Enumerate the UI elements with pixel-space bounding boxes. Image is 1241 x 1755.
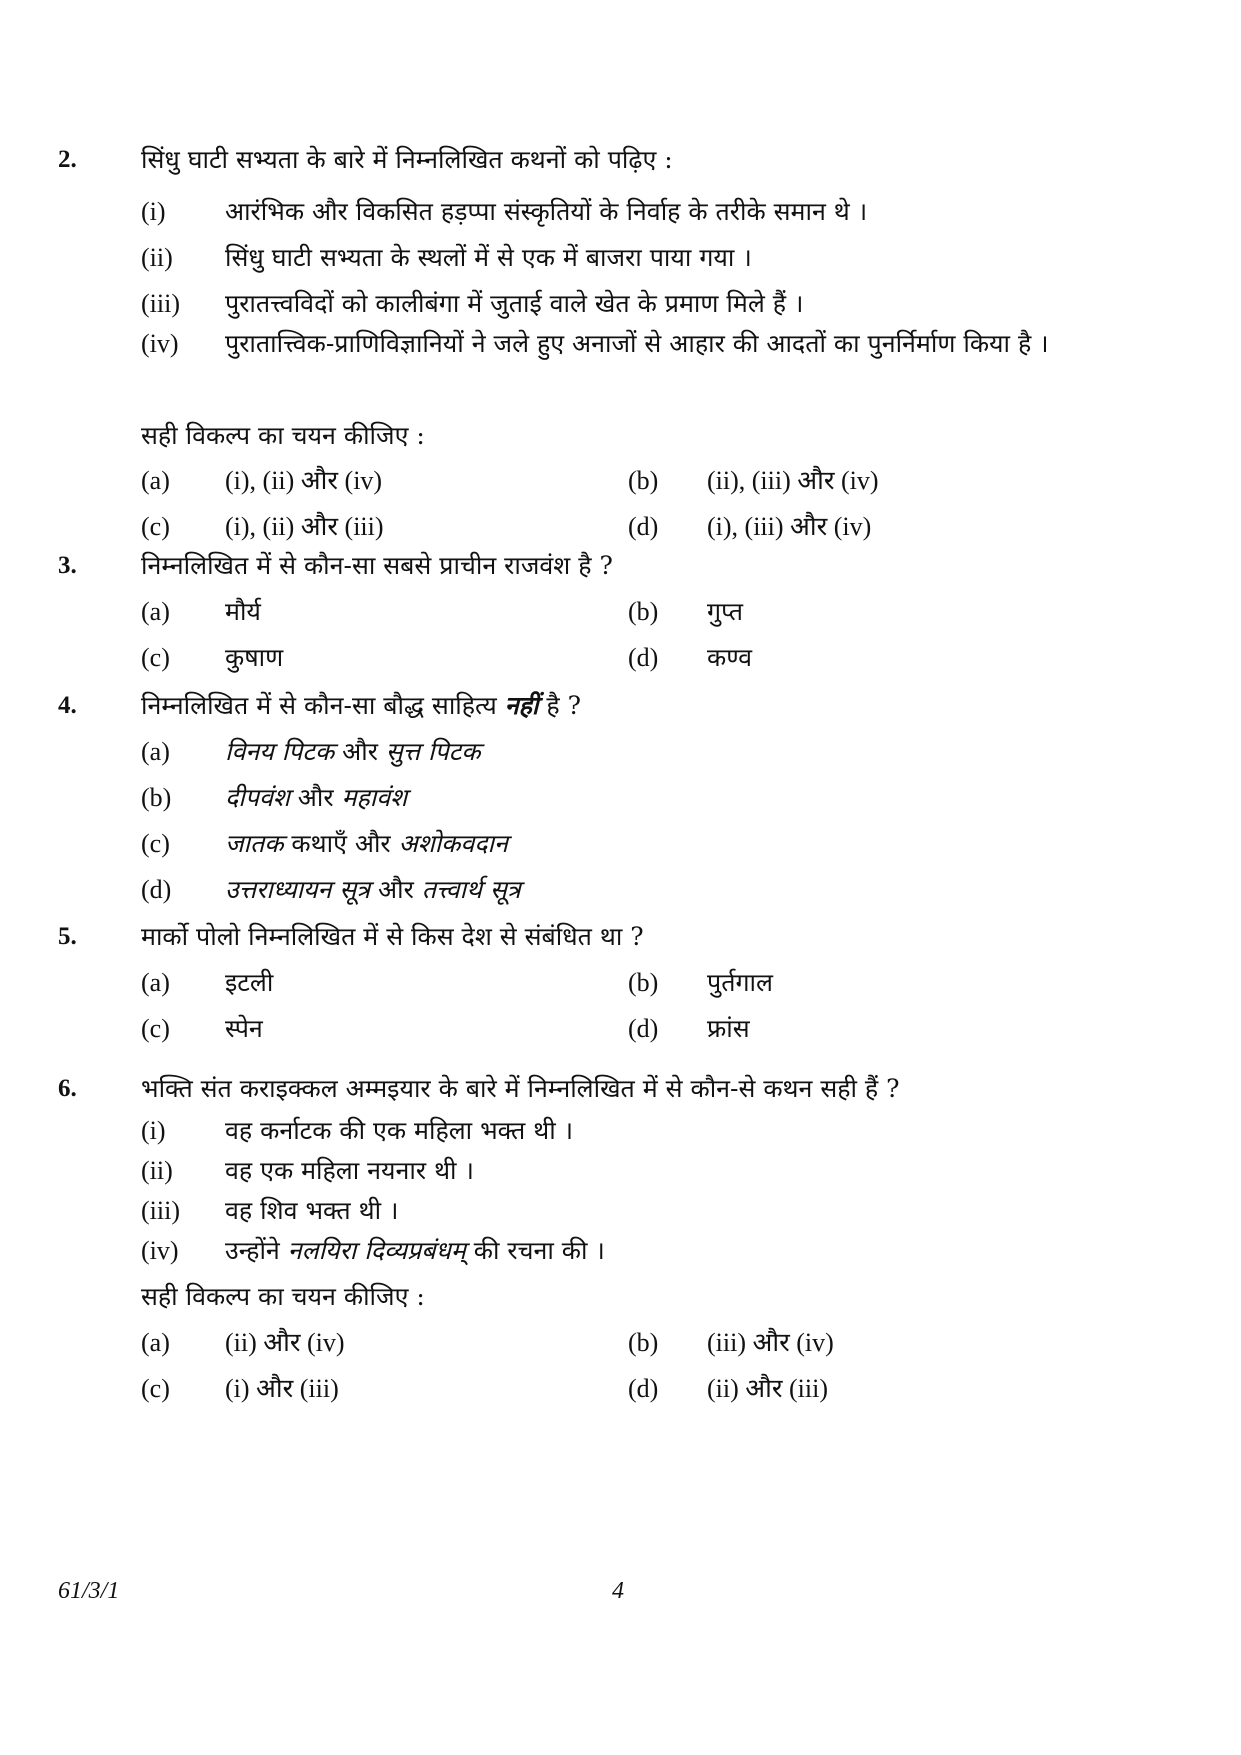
instruction-text: सही विकल्प का चयन कीजिए : [141,1282,425,1311]
option-text: (iii) और (iv) [707,1328,834,1357]
statement-text: वह कर्नाटक की एक महिला भक्त थी । [225,1116,574,1145]
option-text: गुप्त [707,597,744,626]
statement-label: (iv) [141,329,179,358]
option-label: (d) [628,643,659,672]
question-number: 6. [58,1075,77,1102]
option-label: (d) [141,875,172,904]
option-text [225,735,481,769]
statement-label: (i) [141,1116,166,1145]
option-text: (i), (iii) और (iv) [707,512,872,541]
option-text: (i), (ii) और (iii) [225,512,384,541]
option-mid: और [370,875,422,904]
question-stem: मार्को पोलो निम्नलिखित में से किस देश से संबंधित था ? [141,922,644,951]
option-text: मौर्य [225,597,261,626]
option-italic: सुत्त पिटक [385,737,481,766]
option-text [225,873,521,907]
option-label: (b) [628,968,659,997]
question-number: 4. [58,692,77,719]
question-number: 3. [58,552,77,579]
option-italic: महावंश [341,783,408,812]
option-label: (a) [141,597,170,626]
question-5 [0,920,1241,1058]
statement-text: वह एक महिला नयनार थी । [225,1156,474,1185]
option-label: (c) [141,1374,170,1403]
statement-before: उन्होंने [225,1236,288,1265]
statement-label: (iv) [141,1236,179,1265]
question-stem: सिंधु घाटी सभ्यता के बारे में निम्नलिखित कथनों को पढ़िए : [141,145,673,174]
option-italic: तत्त्वार्थ सूत्र [421,875,521,904]
instruction-text: सही विकल्प का चयन कीजिए : [141,421,425,450]
option-italic: अशोकवदान [398,829,508,858]
option-label: (c) [141,512,170,541]
option-text: कण्व [707,643,752,672]
option-label: (d) [628,1014,659,1043]
option-label: (a) [141,968,170,997]
paper-code: 61/3/1 [58,1578,120,1604]
option-label: (a) [141,737,170,766]
option-label: (d) [628,1374,659,1403]
option-text: (ii) और (iv) [225,1328,345,1357]
option-label: (b) [628,466,659,495]
option-mid: कथाएँ और [283,829,399,858]
option-text: (ii), (iii) और (iv) [707,466,879,495]
option-mid: और [289,783,342,812]
option-text: स्पेन [225,1014,263,1043]
statement-text: आरंभिक और विकसित हड़प्पा संस्कृतियों के निर्वाह के तरीके समान थे । [225,197,868,226]
option-label: (b) [141,783,172,812]
option-label: (b) [628,1328,659,1357]
statement-text: पुरातत्त्वविदों को कालीबंगा में जुताई वाले खेत के प्रमाण मिले हैं । [225,289,804,318]
option-text: इटली [225,968,274,997]
option-label: (b) [628,597,659,626]
option-text [225,827,508,861]
option-label: (c) [141,829,170,858]
question-stem [141,689,581,723]
option-italic: दीपवंश [225,783,290,812]
option-text: (ii) और (iii) [707,1374,828,1403]
option-text: फ्रांस [707,1014,750,1043]
option-text: (i) और (iii) [225,1374,339,1403]
option-label: (c) [141,643,170,672]
statement-label: (iii) [141,289,180,318]
statement-text: सिंधु घाटी सभ्यता के स्थलों में से एक में बाजरा पाया गया । [225,243,752,272]
question-number: 5. [58,923,77,950]
statement-text [225,1234,605,1268]
statement-label: (ii) [141,1156,173,1185]
question-stem: निम्नलिखित में से कौन-सा सबसे प्राचीन राजवंश है ? [141,551,613,580]
question-number: 2. [58,146,77,173]
stem-text: निम्नलिखित में से कौन-सा बौद्ध साहित्य [141,691,497,720]
statement-after: की रचना की । [465,1236,605,1265]
option-mid: और [334,737,386,766]
question-stem: भक्ति संत कराइक्कल अम्मइयार के बारे में निम्नलिखित में से कौन-से कथन सही हैं ? [141,1074,900,1103]
statement-italic: नलयिरा दिव्यप्रबंधम् [287,1236,466,1265]
question-3 [0,549,1241,687]
statement-text: पुरातात्त्विक-प्राणिविज्ञानियों ने जले हुए अनाजों से आहार की आदतों का पुनर्निर्माण किया है । [225,329,1049,358]
option-text: पुर्तगाल [707,968,773,997]
statement-label: (ii) [141,243,173,272]
option-text: कुषाण [225,643,284,672]
option-italic: विनय पिटक [225,737,335,766]
stem-emphasis: नहीं [504,691,539,720]
statement-label: (iii) [141,1196,180,1225]
question-6 [0,1072,1241,1418]
option-label: (a) [141,1328,170,1357]
option-label: (a) [141,466,170,495]
option-text [225,781,407,815]
statement-label: (i) [141,197,166,226]
stem-text: है ? [546,691,581,720]
question-4 [0,689,1241,919]
option-label: (d) [628,512,659,541]
option-italic: जातक [225,829,284,858]
page-number: 4 [612,1578,624,1604]
option-label: (c) [141,1014,170,1043]
statement-text: वह शिव भक्त थी । [225,1196,399,1225]
option-italic: उत्तराध्यायन सूत्र [225,875,371,904]
question-2 [0,143,1241,556]
option-text: (i), (ii) और (iv) [225,466,383,495]
